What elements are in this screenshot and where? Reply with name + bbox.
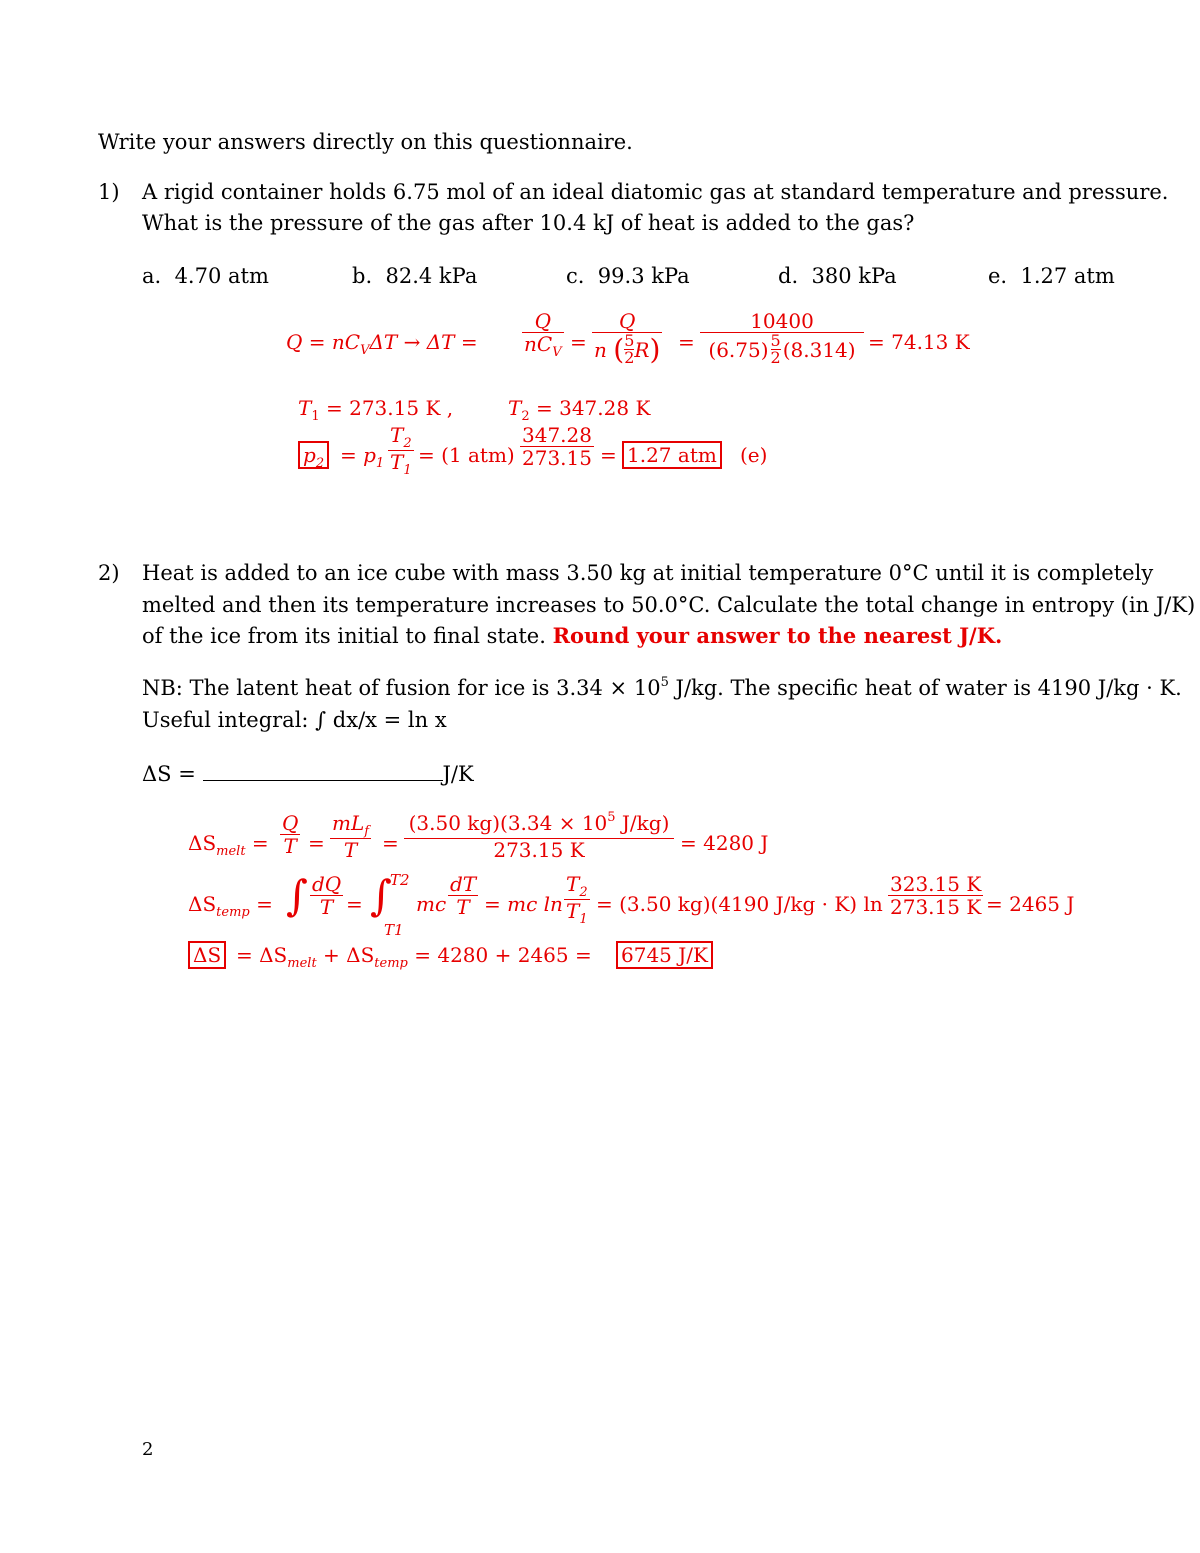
q2-text-line1: Heat is added to an ice cube with mass 3.50 kg at initial temperature 0°C until it is completely — [142, 561, 1154, 585]
q1-sol-t2: $T_2 = 347.28$ K — [508, 396, 651, 424]
q2-sol-temp-lhs: $\Delta S_{temp}$ = — [188, 892, 273, 920]
q2-sol-total-eq: = $\Delta S_{melt} + \Delta S_{temp} = 4280 + 2465$ = — [236, 943, 592, 971]
q1-text-line2: What is the pressure of the gas after 10.4 kJ of heat is added to the gas? — [142, 211, 915, 235]
q2-nb-line2: Useful integral: ∫ dx/x = ln x — [142, 708, 447, 732]
q1-choice-b: b. 82.4 kPa — [352, 264, 478, 288]
q2-sol-temp-mc: mc — [416, 892, 447, 916]
q1-number: 1) — [98, 180, 120, 204]
q1-answer-box: 1.27 atm — [622, 443, 722, 467]
instruction-text: Write your answers directly on this questionnaire. — [98, 130, 633, 154]
q2-sol-total-box: ΔS — [188, 943, 226, 967]
q2-sol-melt-eq-1: = — [308, 831, 325, 855]
q2-answer-blank[interactable] — [203, 762, 443, 781]
q1-choice-c: c. 99.3 kPa — [566, 264, 690, 288]
q2-text-line3: of the ice from its initial to final state. Round your answer to the nearest J/K. — [142, 623, 1003, 648]
q1-sol-frac-temps: 347.28 273.15 — [522, 423, 592, 470]
page-number: 2 — [142, 1439, 154, 1460]
q2-sol-integral-2: ∫ — [370, 871, 392, 920]
q2-sol-melt-frac-numeric: (3.50 $kg)(3.34 \times 10^5$ J/kg) 273.15 K — [404, 812, 674, 861]
q2-sol-integral-lower: T1 — [384, 921, 404, 939]
q2-sol-temp-frac-kelvin: 323.15 K 273.15 K — [890, 872, 982, 919]
q2-sol-temp-frac-dq-t: dQ T — [312, 872, 342, 919]
q2-sol-melt-frac-mlf-t: $mL_f$ T — [332, 811, 370, 862]
q1-text-line1: A rigid container holds 6.75 mol of an ideal diatomic gas at standard temperature and pressure. — [142, 180, 1169, 204]
q2-answer-box: 6745 J/K — [616, 943, 713, 967]
q2-sol-temp-mid: = (3.50 kg)(4190 J/kg · K) ln — [596, 892, 883, 916]
q1-sol-t1: $T_1 = 273.15$ K , — [298, 396, 454, 424]
q2-number: 2) — [98, 561, 120, 585]
q1-sol-p1: = $p_1$ — [340, 443, 385, 471]
q2-sol-temp-frac-dt-t: dT T — [450, 872, 477, 919]
q2-sol-temp-frac-t2-t1: $T_2$ $T_1$ — [566, 872, 588, 927]
q1-sol-frac-q-ncv: Q $nC_V$ — [524, 309, 562, 360]
q1-sol-frac-t2-t1: $T_2$ $T_1$ — [390, 423, 412, 478]
q2-sol-melt-lhs: $\Delta S_{melt}$ = — [188, 831, 269, 859]
q1-sol-frac-numeric: 10400 (6.75) 5 2 (8.314) — [700, 310, 864, 366]
q2-sol-melt-result: = 4280 J — [680, 831, 769, 855]
q2-sol-temp-result: = 2465 J — [986, 892, 1075, 916]
q2-sol-integral-1: ∫ — [286, 871, 308, 920]
q2-sol-temp-mcln: = mc ln — [484, 892, 563, 916]
q1-sol-heat-eq: $Q = nC_V\Delta T \to \Delta T$ = — [286, 330, 478, 358]
q2-sol-melt-frac-q-t: Q T — [282, 811, 299, 858]
q2-sol-integral-upper: T2 — [390, 871, 410, 889]
q1-choice-a: a. 4.70 atm — [142, 264, 269, 288]
q2-sol-melt-eq-2: = — [382, 831, 399, 855]
q1-sol-p2-box: $p_2$ — [298, 443, 329, 471]
q2-text-line2: melted and then its temperature increases to 50.0°C. Calculate the total change in entropy (in J/K) — [142, 593, 1196, 617]
q2-sol-temp-eq-1: = — [346, 892, 363, 916]
q2-nb-line1: NB: The latent heat of fusion for ice is $3.34 \times 10^5$ J/kg. The specific heat of water is 4190 J/kg · K. — [142, 675, 1182, 700]
q1-sol-frac-q-n5r2: Q n ( 5 2 R ) — [594, 309, 661, 367]
q1-answer-letter: (e) — [740, 443, 768, 467]
q1-sol-p-mid: = (1 atm) — [418, 443, 515, 467]
q2-answer-line: ΔS = J/K — [142, 762, 474, 786]
q1-sol-delta-t-result: = 74.13 K — [868, 330, 970, 354]
q1-sol-equals-1: = — [570, 330, 587, 354]
q1-sol-equals-3: = — [600, 443, 617, 467]
q1-sol-equals-2: = — [678, 330, 695, 354]
q1-choice-e: e. 1.27 atm — [988, 264, 1115, 288]
q1-choice-d: d. 380 kPa — [778, 264, 897, 288]
